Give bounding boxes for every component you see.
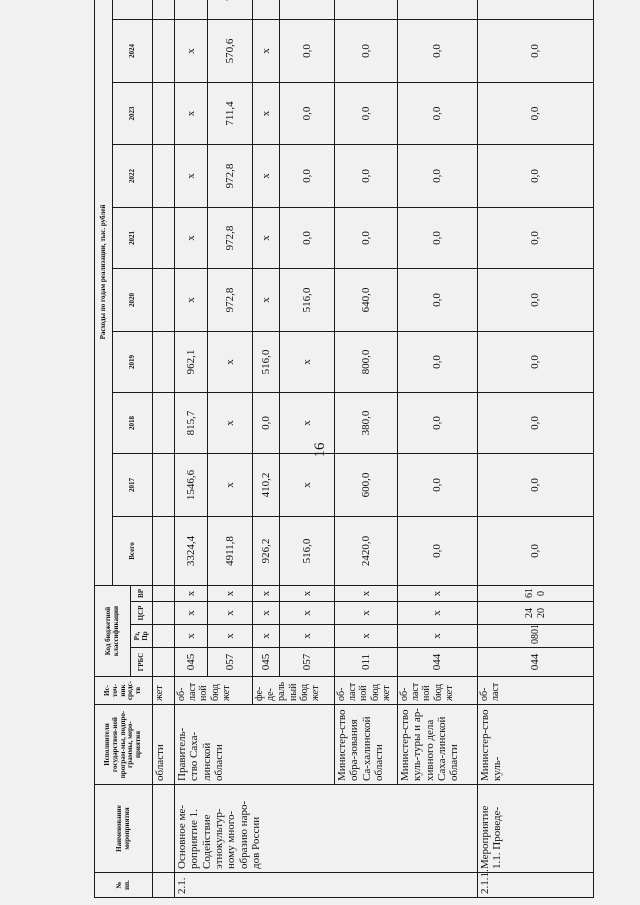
cell-value [208, 0, 253, 19]
header-year-2021: 2021 [113, 207, 153, 268]
cell-value [478, 0, 594, 19]
cell-value: 0,0 [280, 82, 335, 144]
cell-total: 516,0 [280, 516, 335, 585]
cell-value: х [280, 331, 335, 392]
cell-value: х [253, 144, 280, 207]
cell-value: 410,2 [253, 453, 280, 516]
cell-value: 0,0 [253, 392, 280, 453]
cell-value: 0,0 [478, 207, 594, 268]
row-source: об-ласт ной бюд жет [175, 677, 253, 705]
cell-value: 0,0 [478, 82, 594, 144]
cont-v9 [153, 0, 175, 19]
cell-grbs: 044 [398, 648, 478, 677]
cell-total: 926,2 [253, 516, 280, 585]
table-row [335, 0, 398, 898]
cell-value: 815,7 [175, 392, 208, 453]
cell-value: 640,0 [335, 268, 398, 331]
cell-value: х [208, 453, 253, 516]
cell-csr: х [175, 602, 208, 625]
cont-name [153, 785, 175, 873]
cell-value: 570,6 [208, 19, 253, 82]
header-expenses: Расходы по годам реализации, тыс. рублей [95, 0, 113, 585]
table-row [478, 0, 594, 898]
header-year-2020: 2020 [113, 268, 153, 331]
cell-csr: х [208, 602, 253, 625]
row-source: об-ласт ной бюд жет [335, 677, 398, 705]
header-vr: ВР [131, 585, 153, 601]
cont-vr [153, 585, 175, 601]
cont-v6 [153, 144, 175, 207]
cell-csr: х [398, 602, 478, 625]
table-row [398, 0, 478, 898]
cont-grbs [153, 648, 175, 677]
row-no: 2.1. [175, 873, 478, 898]
cell-grbs: 045 [175, 648, 208, 677]
row-source: фе-де-раль ный бюд жет [253, 677, 335, 705]
cell-value: х [208, 392, 253, 453]
row-executor: Правитель-ство Саха-линской области [175, 705, 335, 785]
cont-total [153, 516, 175, 585]
cell-value: 0,0 [398, 331, 478, 392]
cell-value: х [280, 392, 335, 453]
row-executor: Министер-ство обра-зования Са-халинской области [335, 705, 398, 785]
scanned-page [94, 8, 594, 898]
row-name: Мероприятие 1.1. Проведе- [478, 785, 594, 873]
header-kbk: Код бюджетной классификации [95, 585, 131, 676]
cell-value: 962,1 [175, 331, 208, 392]
cell-rzpr: х [253, 625, 280, 648]
cont-v8 [153, 19, 175, 82]
page-number: 16 [312, 442, 328, 458]
cell-value: 0,0 [398, 268, 478, 331]
cell-grbs: 011 [335, 648, 398, 677]
table-row [175, 0, 208, 898]
cell-rzpr: х [280, 625, 335, 648]
header-row-1 [95, 0, 113, 898]
cell-value: х [208, 331, 253, 392]
cell-vr: х [280, 585, 335, 601]
row-no: 2.1.1. [478, 873, 594, 898]
cell-value: х [280, 453, 335, 516]
cell-value: х [175, 19, 208, 82]
header-grbs: ГРБС [131, 648, 153, 677]
cell-rzpr: 0801 [478, 625, 594, 648]
rotated-table-frame [94, 8, 594, 898]
cell-value: х [175, 207, 208, 268]
cont-source: жет [153, 677, 175, 705]
header-year-2019: 2019 [113, 331, 153, 392]
cell-value: 0,0 [280, 207, 335, 268]
row-source: об-ласт ной бюд жет [398, 677, 478, 705]
cell-total: 0,0 [478, 516, 594, 585]
cell-rzpr: х [335, 625, 398, 648]
header-source: Ис-точ-ник средс-тв [95, 677, 153, 705]
cell-value: 0,0 [478, 331, 594, 392]
cell-csr: х [335, 602, 398, 625]
cell-value: 0,0 [398, 207, 478, 268]
cell-value: 0,0 [398, 392, 478, 453]
cell-value: х [253, 268, 280, 331]
cont-v5 [153, 207, 175, 268]
cell-value: 1546,6 [175, 453, 208, 516]
cell-value [253, 0, 280, 19]
cell-value: 380,0 [335, 392, 398, 453]
row-executor: Министер-ство куль-туры и ар-хивного дела Саха-линской области [398, 705, 478, 785]
cell-value: 0,0 [478, 19, 594, 82]
header-year-2022: 2022 [113, 144, 153, 207]
cell-value: 0,0 [335, 144, 398, 207]
cell-value: х [175, 268, 208, 331]
header-year-2025 [113, 0, 153, 19]
cell-value: 0,0 [335, 19, 398, 82]
cell-value: 0,0 [478, 392, 594, 453]
cell-total: 0,0 [398, 516, 478, 585]
cell-value: х [175, 144, 208, 207]
cell-value: 0,0 [478, 453, 594, 516]
cell-value: 0,0 [398, 144, 478, 207]
cell-rzpr: х [398, 625, 478, 648]
header-csr: ЦСР [131, 602, 153, 625]
cell-vr: х [208, 585, 253, 601]
cell-total: 3324,4 [175, 516, 208, 585]
cell-vr: х [175, 585, 208, 601]
header-year-2018: 2018 [113, 392, 153, 453]
cell-rzpr: х [208, 625, 253, 648]
cell-value: 0,0 [398, 453, 478, 516]
cell-value: х [175, 82, 208, 144]
cell-value: 972,8 [208, 144, 253, 207]
cell-value: 711,4 [208, 82, 253, 144]
cell-value: 600,0 [335, 453, 398, 516]
cell-csr: 24 20 [478, 602, 594, 625]
cell-value: 516,0 [253, 331, 280, 392]
cont-v2 [153, 392, 175, 453]
cont-executor: области [153, 705, 175, 785]
cont-no [153, 873, 175, 898]
cell-value: 0,0 [398, 19, 478, 82]
header-no: № пп. [95, 873, 153, 898]
header-executor: Исполнители государствен-ной програм-мы, подпро-граммы, меро-приятия [95, 705, 153, 785]
budget-table [94, 0, 594, 898]
cell-grbs: 044 [478, 648, 594, 677]
header-year-2023: 2023 [113, 82, 153, 144]
continuation-row [153, 0, 175, 898]
cont-v1 [153, 453, 175, 516]
row-executor: Министер-ство куль- [478, 705, 594, 785]
cont-v4 [153, 268, 175, 331]
cell-vr: х [398, 585, 478, 601]
cell-value: 0,0 [335, 82, 398, 144]
header-name: Наименование мероприятия [95, 785, 153, 873]
cell-value: 0,0 [335, 207, 398, 268]
cell-csr: х [280, 602, 335, 625]
cell-value: 516,0 [280, 268, 335, 331]
cell-value: х [253, 19, 280, 82]
cell-value [335, 0, 398, 19]
cell-value [280, 0, 335, 19]
cell-value: 800,0 [335, 331, 398, 392]
cell-value: 0,0 [280, 19, 335, 82]
row-source: об-ласт [478, 677, 594, 705]
cell-value: 0,0 [280, 144, 335, 207]
header-year-2024: 2024 [113, 19, 153, 82]
header-rzpr: Рз, Пр [131, 625, 153, 648]
cell-value: 0,0 [478, 268, 594, 331]
cont-csr [153, 602, 175, 625]
cont-v7 [153, 82, 175, 144]
cont-rzpr [153, 625, 175, 648]
row-name: Основное ме-роприятие 1. Содействие этнокультур-ному много-образию наро-дов России [175, 785, 478, 873]
cont-v3 [153, 331, 175, 392]
cell-grbs: 057 [208, 648, 253, 677]
cell-grbs: 045 [253, 648, 280, 677]
cell-value: 0,0 [478, 144, 594, 207]
cell-value: х [253, 207, 280, 268]
cell-value: 972,8 [208, 268, 253, 331]
header-year-2017: 2017 [113, 453, 153, 516]
header-total: Всего [113, 516, 153, 585]
cell-value: 0,0 [398, 82, 478, 144]
cell-value: х [253, 82, 280, 144]
cell-total: 4911,8 [208, 516, 253, 585]
cell-csr: х [253, 602, 280, 625]
cell-grbs: 057 [280, 648, 335, 677]
cell-value [398, 0, 478, 19]
cell-value [175, 0, 208, 19]
cell-vr: 61 0 [478, 585, 594, 601]
cell-value: 972,8 [208, 207, 253, 268]
cell-total: 2420,0 [335, 516, 398, 585]
cell-rzpr: х [175, 625, 208, 648]
cell-vr: х [253, 585, 280, 601]
cell-vr: х [335, 585, 398, 601]
